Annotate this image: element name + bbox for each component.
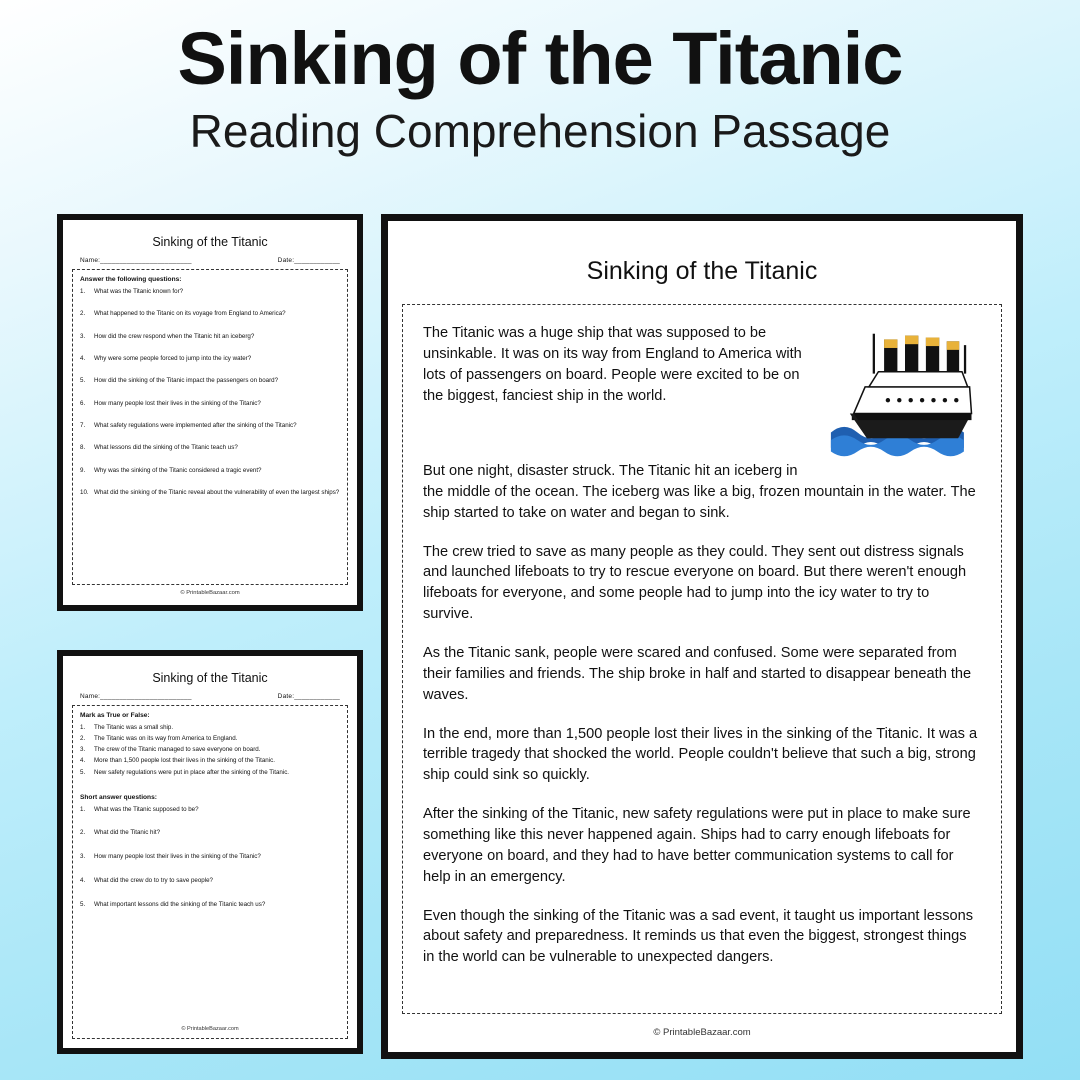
- passage-body: [402, 304, 1002, 1014]
- passage-title: Sinking of the Titanic: [586, 257, 818, 285]
- worksheet-truefalse-body: [72, 705, 348, 1039]
- worksheet-questions-sheet[interactable]: [57, 214, 363, 611]
- passage-paragraph: The Titanic was a huge ship that was supposed to be unsinkable. It was on its way from England to America with lots of passengers on board. People were excited to be on the biggest, fanciest ship in the world.: [423, 325, 802, 404]
- short-answer-text: What did the crew do to try to save people?: [94, 876, 214, 884]
- worksheet-thumbnails: [57, 214, 363, 1054]
- question-text: How did the sinking of the Titanic impact the passengers on board?: [94, 377, 279, 385]
- list-item: 4. Why were some people forced to jump into the icy water?: [80, 355, 252, 363]
- date-field-label: Date:____________: [277, 693, 340, 700]
- short-answer-heading: Short answer questions:: [80, 793, 157, 801]
- list-item: 4. What did the crew do to try to save people?: [80, 876, 214, 884]
- question-text: What safety regulations were implemented after the sinking of the Titanic?: [94, 422, 297, 430]
- question-text: Why was the sinking of the Titanic considered a tragic event?: [94, 466, 262, 474]
- question-text: How many people lost their lives in the sinking of the Titanic?: [94, 399, 261, 407]
- list-item: 5. New safety regulations were put in place after the sinking of the Titanic.: [80, 768, 290, 776]
- worksheet-questions-body: [72, 269, 348, 585]
- list-item: 1. The Titanic was a small ship.: [80, 724, 174, 731]
- list-item: 4. More than 1,500 people lost their lives in the sinking of the Titanic.: [80, 757, 275, 765]
- name-field-label: Name:________________________: [80, 693, 192, 700]
- list-item: 5. How did the sinking of the Titanic impact the passengers on board?: [80, 377, 279, 385]
- truefalse-text: The Titanic was a small ship.: [94, 724, 174, 731]
- question-text: How did the crew respond when the Titanic hit an iceberg?: [94, 332, 255, 340]
- short-answer-text: What did the Titanic hit?: [94, 829, 161, 837]
- truefalse-text: New safety regulations were put in place after the sinking of the Titanic.: [94, 768, 290, 776]
- truefalse-heading: Mark as True or False:: [80, 712, 150, 719]
- list-item: 8. What lessons did the sinking of the Titanic teach us?: [80, 444, 238, 452]
- passage-paragraph: In the end, more than 1,500 people lost their lives in the sinking of the Titanic. It was a terrible tragedy that shocked the world. People couldn't believe that such a big, strong ship could sink so quickly.: [423, 725, 978, 784]
- truefalse-list: [80, 724, 340, 780]
- passage-paragraph: But one night, disaster struck. The Titanic hit an iceberg in the middle of the ocean. The iceberg was like a big, frozen mountain in the water. The ship started to take on water and began to sink.: [423, 463, 976, 521]
- passage-paragraph: The crew tried to save as many people as they could. They sent out distress signals and launched lifeboats to try to rescue everyone on board. But there weren't enough lifeboats for everyone, and some people had to jump into the icy water to try to survive.: [423, 543, 967, 623]
- question-text: What was the Titanic known for?: [94, 288, 184, 295]
- short-answer-list: [80, 806, 340, 925]
- passage-paragraph: As the Titanic sank, people were scared and confused. Some were separated from their families and friends. The ship broke in half and started to disappear beneath the waves.: [423, 645, 972, 703]
- question-text: What did the sinking of the Titanic reveal about the vulnerability of even the largest ships?: [94, 489, 340, 497]
- name-date-row: [72, 693, 348, 705]
- worksheet-truefalse-sheet[interactable]: [57, 650, 363, 1054]
- short-answer-text: What was the Titanic supposed to be?: [94, 805, 199, 813]
- list-item: 3. The crew of the Titanic managed to save everyone on board.: [80, 746, 261, 754]
- question-text: What lessons did the sinking of the Titanic teach us?: [94, 444, 238, 452]
- list-item: 2. The Titanic was on its way from America to England.: [80, 735, 238, 743]
- passage-sheet[interactable]: [381, 214, 1023, 1059]
- short-answer-text: What important lessons did the sinking of the Titanic teach us?: [94, 900, 266, 908]
- questions-list: [80, 288, 340, 511]
- worksheet-questions-title: Sinking of the Titanic: [152, 235, 268, 249]
- passage-paragraph: Even though the sinking of the Titanic was a sad event, it taught us important lessons about safety and preparedness. It reminds us that even the biggest, strongest things in the world can be vulnerable to unexpected dangers.: [423, 907, 974, 966]
- list-item: 1. What was the Titanic supposed to be?: [80, 805, 199, 813]
- poster-header: [0, 0, 1080, 157]
- list-item: 3. How many people lost their lives in the sinking of the Titanic?: [80, 853, 261, 861]
- name-field-label: Name:________________________: [80, 257, 192, 264]
- worksheet-truefalse-credit: © PrintableBazaar.com: [181, 1026, 239, 1032]
- passage-paragraph: After the sinking of the Titanic, new safety regulations were put in place to make sure something like this never happened again. Ships had to carry enough lifeboats for everyone on board, and they had to have better communication systems to call for help in an emergency.: [423, 806, 971, 885]
- page-title: Sinking of the Titanic: [177, 17, 903, 100]
- list-item: 1. What was the Titanic known for?: [80, 288, 184, 295]
- truefalse-text: The crew of the Titanic managed to save everyone on board.: [94, 746, 261, 754]
- worksheet-questions-credit: © PrintableBazaar.com: [180, 590, 240, 596]
- truefalse-text: More than 1,500 people lost their lives in the sinking of the Titanic.: [94, 757, 275, 765]
- list-item: 9. Why was the sinking of the Titanic considered a tragic event?: [80, 466, 262, 474]
- short-answer-text: How many people lost their lives in the sinking of the Titanic?: [94, 853, 261, 861]
- list-item: 7. What safety regulations were implemented after the sinking of the Titanic?: [80, 422, 297, 430]
- list-item: 6. How many people lost their lives in the sinking of the Titanic?: [80, 399, 261, 407]
- passage-credit: © PrintableBazaar.com: [653, 1027, 751, 1038]
- question-text: Why were some people forced to jump into the icy water?: [94, 355, 252, 363]
- titanic-ship-illustration: [829, 325, 981, 465]
- name-date-row: [72, 257, 348, 269]
- questions-heading: Answer the following questions:: [80, 276, 182, 283]
- list-item: 3. How did the crew respond when the Titanic hit an iceberg?: [80, 332, 255, 340]
- list-item: 10. What did the sinking of the Titanic reveal about the vulnerability of even the largest ships?: [80, 489, 340, 497]
- truefalse-text: The Titanic was on its way from America to England.: [94, 735, 238, 743]
- list-item: 2. What happened to the Titanic on its voyage from England to America?: [80, 310, 286, 318]
- list-item: 2. What did the Titanic hit?: [80, 829, 161, 837]
- question-text: What happened to the Titanic on its voyage from England to America?: [94, 310, 286, 318]
- list-item: 5. What important lessons did the sinking of the Titanic teach us?: [80, 900, 266, 908]
- page-subtitle: Reading Comprehension Passage: [189, 105, 891, 157]
- worksheet-truefalse-title: Sinking of the Titanic: [152, 671, 268, 685]
- date-field-label: Date:____________: [277, 257, 340, 264]
